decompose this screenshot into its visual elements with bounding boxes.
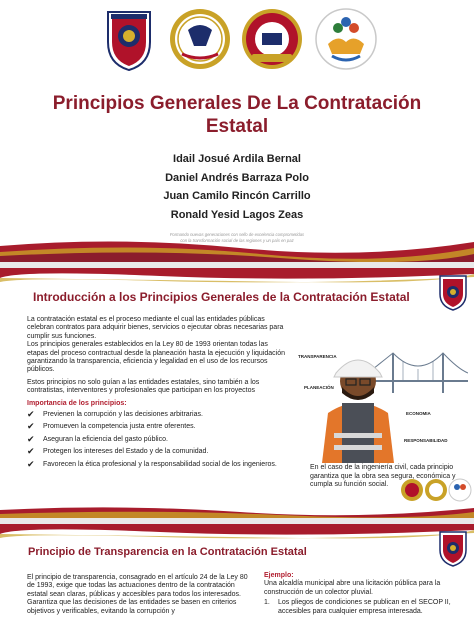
author-name: Idail Josué Ardila Bernal xyxy=(173,153,301,165)
list-number: 1. xyxy=(264,599,270,607)
gold-seal-logo xyxy=(170,9,230,69)
paragraph: Garantiza que las decisiones de las entidades se basen en criterios objetivos y verificables, evitando la corrupción y xyxy=(27,599,237,615)
list-item xyxy=(27,433,289,444)
author-list xyxy=(0,150,474,224)
logo-strip xyxy=(0,6,474,74)
paragraph: La contratación estatal es el proceso mediante el cual las entidades públicas celebran contratos para adquirir bienes, servicios o ejecutar obras necesarias para cumplir sus funciones. xyxy=(27,316,284,340)
transparency-slide xyxy=(0,524,474,632)
list-item-text: Favorecen la ética profesional y la responsabilidad social de los ingenieros. xyxy=(43,460,277,468)
author-name: Juan Camilo Rincón Carrillo xyxy=(163,190,311,202)
university-shield-icon xyxy=(438,530,468,568)
slide-title: Principio de Transparencia en la Contratación Estatal xyxy=(28,546,307,558)
community-seal-icon xyxy=(449,479,471,501)
paragraph: Los principios generales establecidos en la Ley 80 de 1993 orientan todas las etapas del proceso contractual desde la planeación hasta la ejecución y liquidación garantizando la transparencia, eficiencia y legalidad en el uso de los recursos públicos. xyxy=(27,341,286,374)
intro-slide xyxy=(0,268,474,518)
presentation-title: Principios Generales De La Contratación Estatal xyxy=(52,93,422,137)
decorative-wave xyxy=(0,268,474,288)
list-item xyxy=(27,423,289,431)
transparency-body xyxy=(27,574,249,619)
checkmark-icon: ✔ xyxy=(27,458,35,469)
list-item xyxy=(27,458,289,469)
motto-line: con la transformación social de las regiones y un país en paz xyxy=(180,238,294,243)
list-item-text: Aseguran la eficiencia del gasto público. xyxy=(43,435,168,443)
importance-heading: Importancia de los principios: xyxy=(27,399,127,407)
engineer-figure xyxy=(322,360,394,463)
university-shield-icon xyxy=(438,274,468,312)
bridge-icon xyxy=(368,353,468,393)
example-list xyxy=(264,599,464,616)
engineer-illustration xyxy=(298,333,468,463)
community-logo xyxy=(316,9,376,69)
illustration-label: PLANEACIÓN xyxy=(304,385,334,390)
checkmark-icon: ✔ xyxy=(27,446,35,457)
list-item xyxy=(27,411,289,419)
illustration-label: TRANSPARENCIA xyxy=(298,354,337,359)
checkmark-icon: ✔ xyxy=(27,433,35,444)
author-name: Daniel Andrés Barraza Polo xyxy=(165,171,309,184)
list-item-text: Promueven la competencia justa entre oferentes. xyxy=(43,423,196,431)
list-item-text: Protegen los intereses del Estado y de la comunidad. xyxy=(43,448,209,456)
list-item-text: Previenen la corrupción y las decisiones arbitrarias. xyxy=(43,411,203,419)
decorative-wave xyxy=(0,524,474,544)
checkmark-icon: ✔ xyxy=(27,409,35,420)
illustration-caption: En el caso de la ingeniería civil, cada principio garantiza que la obra sea segura, económica y cumpla su función social. xyxy=(310,464,456,488)
importance-list xyxy=(27,411,289,469)
illustration-label: RESPONSABILIDAD xyxy=(404,438,448,443)
checkmark-icon: ✔ xyxy=(27,421,35,432)
decorative-wave xyxy=(0,504,474,518)
example-title: Ejemplo: xyxy=(264,572,294,579)
list-item-text: Los pliegos de condiciones se publican en el SECOP II, accesibles para cualquier empresa interesada. xyxy=(278,599,451,615)
paragraph: Estos principios no solo guían a las entidades estatales, sino también a los contratistas, interventores y profesionales que participan en los proyectos xyxy=(27,378,260,395)
title-slide xyxy=(0,0,474,262)
slide-title: Introducción a los Principios Generales de la Contratación Estatal xyxy=(33,290,410,304)
example-block xyxy=(264,572,464,616)
list-item xyxy=(264,599,464,616)
intro-body xyxy=(27,316,289,473)
example-text: Una alcaldía municipal abre una licitación pública para la construcción de un colector pluvial. xyxy=(264,580,441,596)
list-item xyxy=(27,448,289,456)
motto-line: Formando nuevas generaciones con sello de excelencia comprometidas xyxy=(169,232,305,237)
accreditation-badge-logo xyxy=(242,9,302,69)
university-shield-logo xyxy=(108,12,150,70)
seal-strip xyxy=(400,478,472,502)
paragraph: El principio de transparencia, consagrado en el artículo 24 de la Ley 80 de 1993, exige que todas las actuaciones dentro de la contratación estatal sean claras, públicas y accesibles para todos los interesados. xyxy=(27,574,248,598)
illustration-label: ECONOMIA xyxy=(406,411,431,416)
author-name: Ronald Yesid Lagos Zeas xyxy=(170,208,304,221)
decorative-wave xyxy=(0,232,474,262)
